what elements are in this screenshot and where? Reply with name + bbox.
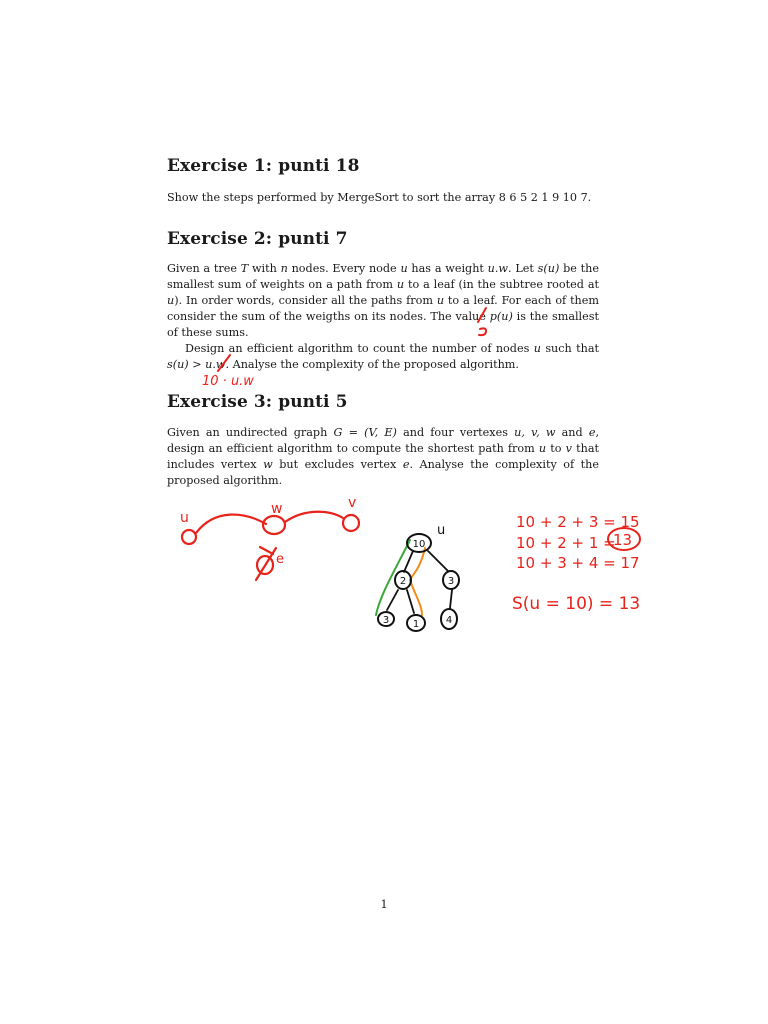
exercise-3-text: Given an undirected graph G = (V, E) and four vertexes u, v, w and e, design an efficient algorithm to compute the shortest path from u to v that includes vertex w but excludes vertex e. Analyse the complexity of the proposed algorithm. — [167, 426, 599, 487]
exercise-1-text: Show the steps performed by MergeSort to sort the array 8 6 5 2 1 9 10 7. — [167, 191, 592, 204]
tree-leaf-4: 4 — [445, 615, 453, 626]
tree-node-10: 10 — [412, 539, 426, 550]
result-line: S(u = 10) = 13 — [512, 594, 641, 614]
exercise-2-title: Exercise 2: punti 7 — [167, 229, 348, 249]
correction-expression: 10 · u.w — [202, 374, 254, 389]
graph-label-w: w — [271, 501, 283, 517]
circled-value: 13 — [613, 531, 633, 549]
tree-label-u: u — [437, 523, 446, 538]
graph-label-u: u — [180, 510, 189, 526]
tree-leaf-3: 3 — [382, 615, 390, 626]
graph-label-v: v — [348, 495, 357, 511]
page-number: 1 — [380, 898, 388, 911]
sum-line-2: 10 + 2 + 1 = — [516, 534, 616, 552]
sum-line-1: 10 + 2 + 3 = 15 — [516, 513, 640, 531]
graph-label-e: e — [276, 552, 284, 567]
graph-drawing — [182, 512, 359, 580]
tree-node-3: 3 — [447, 576, 455, 587]
tree-node-2: 2 — [399, 576, 407, 587]
exercise-3-title: Exercise 3: punti 5 — [167, 392, 348, 412]
tree-leaf-1: 1 — [412, 619, 420, 630]
exercise-1-title: Exercise 1: punti 18 — [167, 156, 360, 176]
sum-line-3: 10 + 3 + 4 = 17 — [516, 554, 640, 572]
correction-marks — [218, 308, 486, 371]
exercise-2-text: Given a tree T with n nodes. Every node u has a weight u.w. Let s(u) be the smallest sum of weights on a path from u to a leaf (in the subtree rooted at u). In order words, consider all the paths from u to a leaf. For each of them consider the sum of the weigths on its nodes. The value p(u) is the smallest of these sums. Design an efficient algorithm to count the number of nodes u such that s(u) > u.w. Analyse the complexity of the proposed algorithm. — [167, 262, 600, 371]
